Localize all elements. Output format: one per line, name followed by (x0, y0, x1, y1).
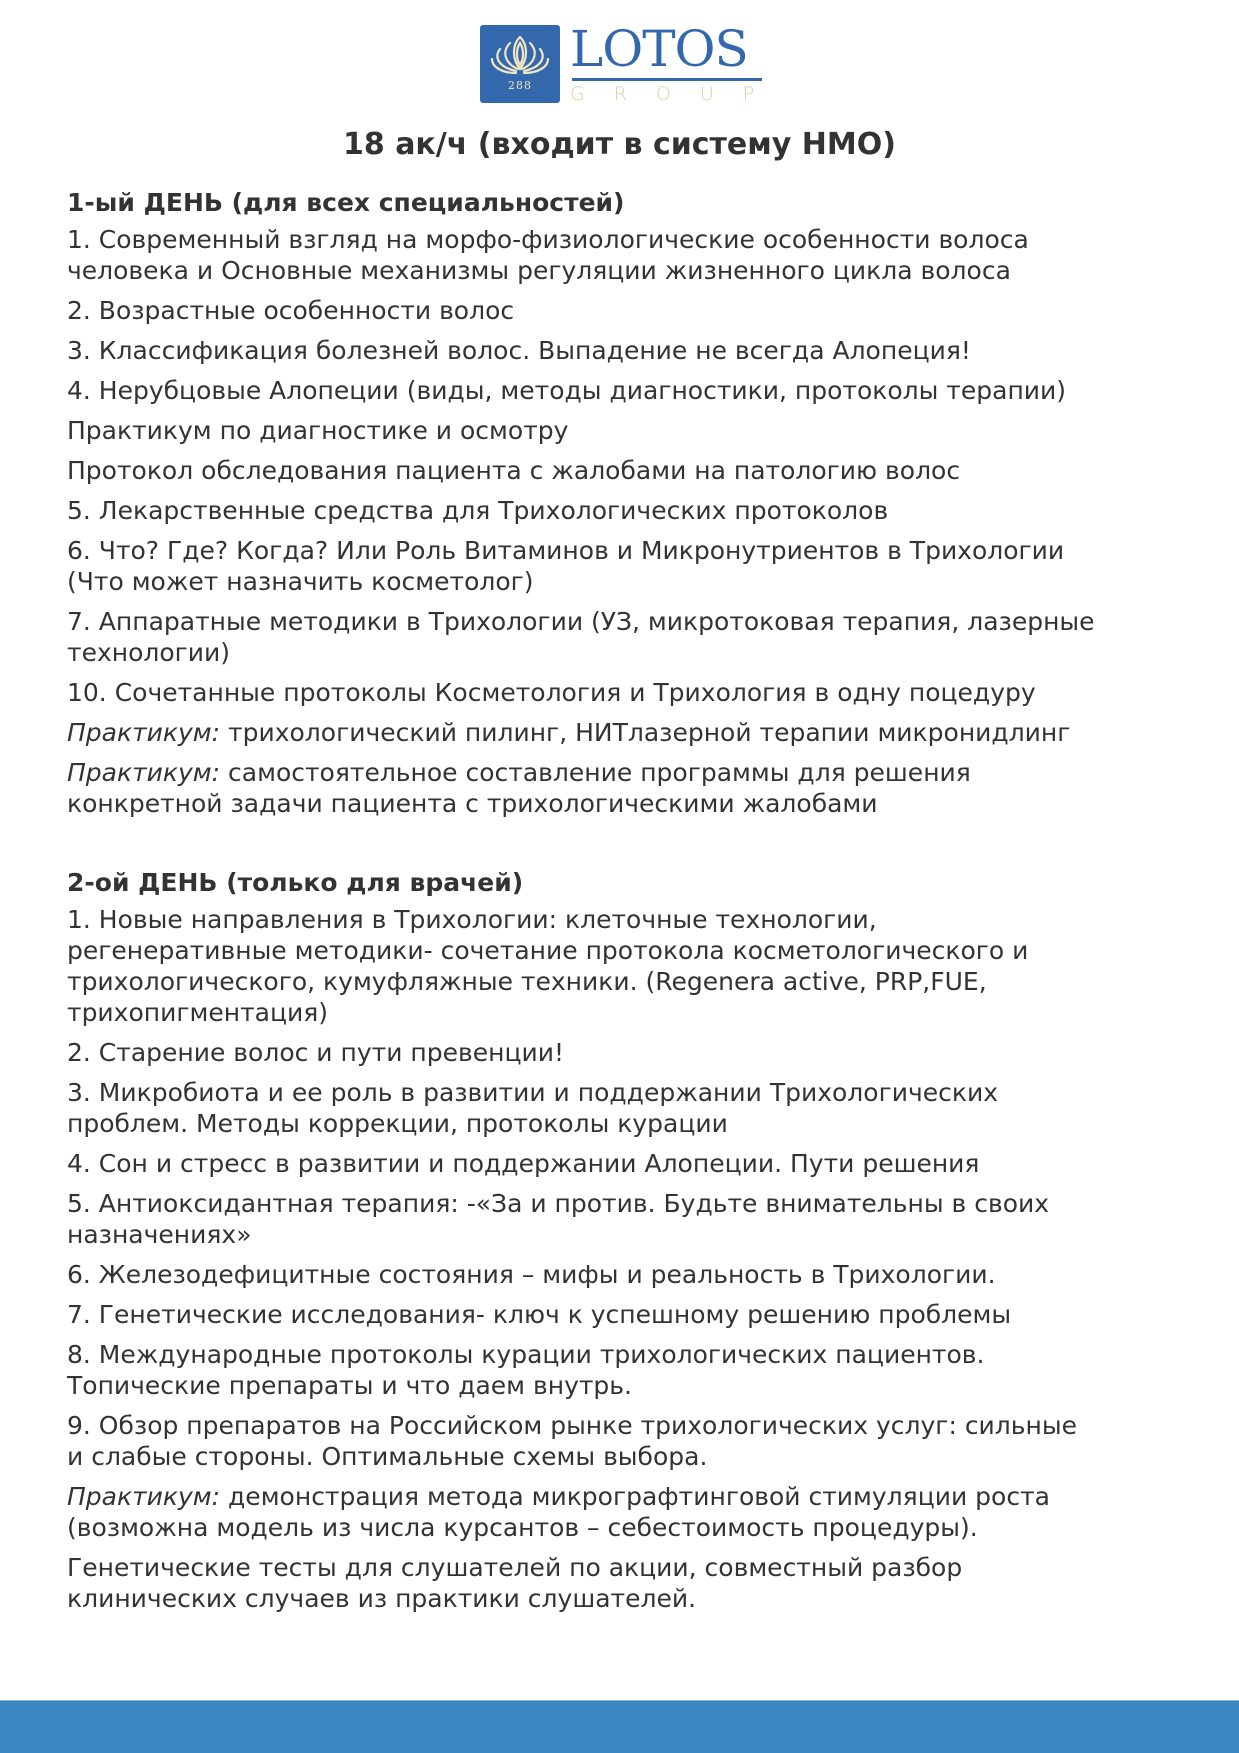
list-item (67, 1410, 1217, 1472)
logo-number: 288 (508, 79, 532, 92)
list-item (67, 1037, 1217, 1068)
day1-heading: 1-ый ДЕНЬ (для всех специальностей) (67, 188, 625, 217)
logo-underline (572, 78, 762, 81)
list-item-line: 6. Что? Где? Когда? Или Роль Витаминов и Микронутриентов в Трихологии (67, 536, 1065, 565)
list-item (67, 375, 1217, 406)
list-item-line: трихологического, кумуфляжные техники. (Regenera active, PRP,FUE, (67, 967, 987, 996)
list-item-line: 8. Международные протоколы курации трихологических пациентов. (67, 1340, 985, 1369)
list-item-line: назначениях» (67, 1220, 252, 1249)
footer-bar (0, 1700, 1239, 1753)
list-item-line: 5. Антиоксидантная терапия: -«За и против. Будьте внимательны в своих (67, 1189, 1050, 1218)
list-item-line: 2. Возрастные особенности волос (67, 296, 515, 325)
list-item (67, 677, 1217, 708)
day2-closing (67, 1552, 1217, 1614)
logo-emblem (480, 25, 560, 103)
list-item-line: человека и Основные механизмы регуляции жизненного цикла волоса (67, 256, 1011, 285)
list-item-line: 2. Старение волос и пути превенции! (67, 1038, 564, 1067)
day2-practicum (67, 1481, 1217, 1543)
closing-text: клинических случаев из практики слушателей. (67, 1584, 697, 1613)
list-item-line: 7. Генетические исследования- ключ к успешному решению проблемы (67, 1300, 1012, 1329)
practicum-text: демонстрация метода микрографтинговой стимуляции роста (220, 1482, 1050, 1511)
list-item-line: регенеративные методики- сочетание протокола косметологического и (67, 936, 1029, 965)
list-item (67, 1259, 1217, 1290)
day1-practicum-1 (67, 717, 1217, 748)
closing-text: Генетические тесты для слушателей по акции, совместный разбор (67, 1553, 963, 1582)
day1-section (67, 186, 1217, 819)
day2-section (67, 866, 1217, 1614)
list-item-line: 10. Сочетанные протоколы Косметология и Трихология в одну поцедуру (67, 678, 1036, 707)
lotus-flower-icon (480, 29, 560, 83)
logo-subtitle: GROUP (570, 83, 784, 105)
section-spacer (67, 828, 1217, 866)
logo (480, 20, 784, 105)
list-item-line: Практикум по диагностике и осмотру (67, 416, 569, 445)
logo-wordmark: LOTOS (570, 20, 748, 78)
list-item (67, 904, 1217, 1028)
list-item (67, 224, 1217, 286)
practicum-label: Практикум: (67, 718, 221, 747)
list-item (67, 415, 1217, 446)
practicum-text: конкретной задачи пациента с трихологическими жалобами (67, 789, 878, 818)
list-item-line: 3. Микробиота и ее роль в развитии и поддержании Трихологических (67, 1078, 999, 1107)
list-item-line: Топические препараты и что даем внутрь. (67, 1371, 632, 1400)
practicum-label: Практикум: (67, 1482, 221, 1511)
list-item (67, 295, 1217, 326)
practicum-label: Практикум: (67, 758, 221, 787)
day2-items (67, 904, 1217, 1472)
practicum-text: трихологический пилинг, НИТлазерной терапии микронидлинг (220, 718, 1071, 747)
list-item-line: 9. Обзор препаратов на Российском рынке трихологических услуг: сильные (67, 1411, 1077, 1440)
list-item (67, 335, 1217, 366)
list-item-line: технологии) (67, 638, 231, 667)
list-item (67, 1299, 1217, 1330)
list-item (67, 455, 1217, 486)
list-item-line: 1. Современный взгляд на морфо-физиологические особенности волоса (67, 225, 1029, 254)
list-item-line: проблем. Методы коррекции, протоколы курации (67, 1109, 728, 1138)
list-item-line: 4. Нерубцовые Алопеции (виды, методы диагностики, протоколы терапии) (67, 376, 1067, 405)
list-item (67, 606, 1217, 668)
list-item-line: (Что может назначить косметолог) (67, 567, 534, 596)
list-item-line: и слабые стороны. Оптимальные схемы выбора. (67, 1442, 708, 1471)
practicum-text: (возможна модель из числа курсантов – себестоимость процедуры). (67, 1513, 978, 1542)
list-item (67, 1077, 1217, 1139)
list-item-line: 5. Лекарственные средства для Трихологических протоколов (67, 496, 889, 525)
list-item-line: 6. Железодефицитные состояния – мифы и реальность в Трихологии. (67, 1260, 996, 1289)
list-item (67, 1339, 1217, 1401)
list-item (67, 495, 1217, 526)
list-item-line: Протокол обследования пациента с жалобами на патологию волос (67, 456, 961, 485)
list-item (67, 535, 1217, 597)
list-item-line: 1. Новые направления в Трихологии: клеточные технологии, (67, 905, 877, 934)
list-item-line: трихопигментация) (67, 998, 329, 1027)
practicum-text: самостоятельное составление программы для решения (220, 758, 971, 787)
day1-items (67, 224, 1217, 708)
list-item-line: 4. Сон и стресс в развитии и поддержании Алопеции. Пути решения (67, 1149, 980, 1178)
day1-practicum-2 (67, 757, 1217, 819)
list-item-line: 7. Аппаратные методики в Трихологии (УЗ, микротоковая терапия, лазерные (67, 607, 1095, 636)
list-item (67, 1188, 1217, 1250)
page-title: 18 ак/ч (входит в систему НМО) (343, 127, 896, 162)
program-content (67, 186, 1217, 1623)
list-item (67, 1148, 1217, 1179)
list-item-line: 3. Классификация болезней волос. Выпадение не всегда Алопеция! (67, 336, 971, 365)
day2-heading: 2-ой ДЕНЬ (только для врачей) (67, 868, 524, 897)
